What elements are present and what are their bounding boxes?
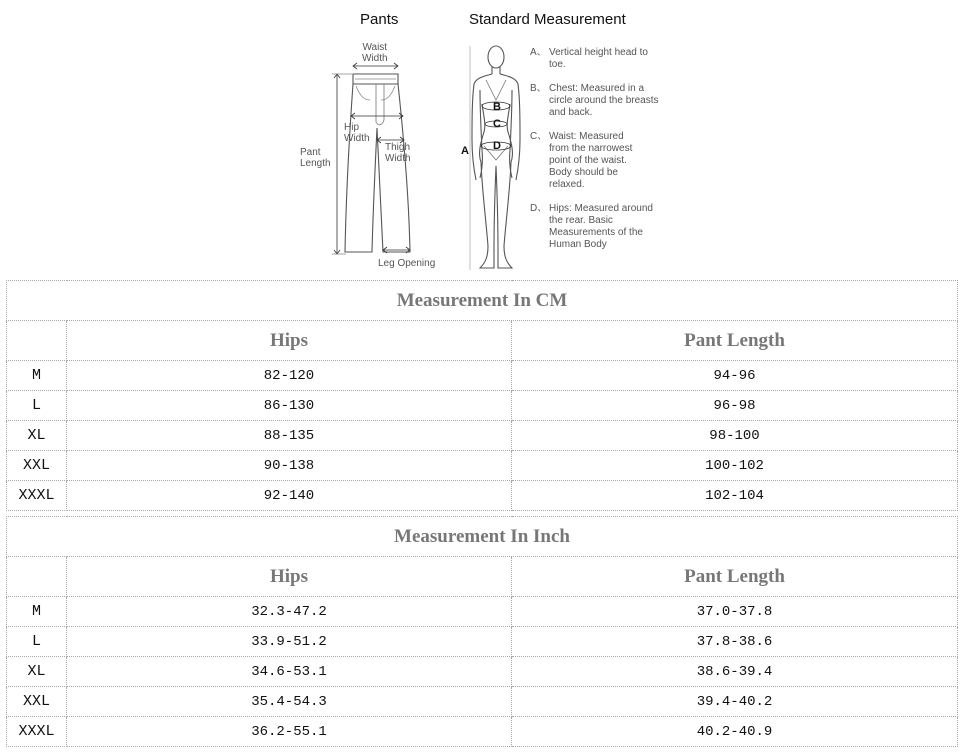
hip-width-label: Hip Width [344,122,370,144]
size-table-cm [6,280,958,511]
hips-cell: 86-130 [67,391,512,421]
table-row [7,657,958,687]
hips-cell: 33.9-51.2 [67,627,512,657]
measurement-drawing [0,0,962,278]
table-header-row [7,321,958,361]
definition-c: C、 Waist: Measured from the narrowest point of the waist. Body should be relaxed. [530,131,633,190]
size-table-inch [6,516,958,747]
hips-cell: 36.2-55.1 [67,717,512,747]
size-cell: XXL [7,687,67,717]
size-cell: XL [7,421,67,451]
pant-length-cell: 39.4-40.2 [512,687,958,717]
table-row [7,597,958,627]
letter-c: C [493,118,501,130]
pant-length-cell: 98-100 [512,421,958,451]
table-title: Measurement In Inch [7,517,958,557]
size-cell: XL [7,657,67,687]
letter-d: D [493,140,501,152]
table-row [7,627,958,657]
size-cell: L [7,391,67,421]
pant-length-cell: 38.6-39.4 [512,657,958,687]
thigh-width-label: Thigh Width [385,142,411,164]
table-header-row [7,557,958,597]
waist-width-label: Waist Width [362,42,388,64]
pant-length-cell: 37.8-38.6 [512,627,958,657]
table-row [7,361,958,391]
definition-a: A、 Vertical height head to toe. [530,47,648,70]
table-title-row [7,517,958,557]
table-row [7,717,958,747]
table-row [7,391,958,421]
size-cell: XXXL [7,717,67,747]
size-header [7,557,67,597]
size-cell: M [7,597,67,627]
definition-b: B、 Chest: Measured in a circle around the breasts and back. [530,83,659,118]
hips-cell: 92-140 [67,481,512,511]
pant-length-label: Pant Length [300,147,331,169]
hips-cell: 90-138 [67,451,512,481]
letter-a: A [461,145,469,157]
hips-cell: 35.4-54.3 [67,687,512,717]
pant-length-cell: 100-102 [512,451,958,481]
hips-header: Hips [67,557,512,597]
leg-opening-label: Leg Opening [378,258,436,269]
table-row [7,451,958,481]
measurement-illustration [0,0,962,278]
hips-header: Hips [67,321,512,361]
table-title-row [7,281,958,321]
pant-length-cell: 102-104 [512,481,958,511]
hips-cell: 82-120 [67,361,512,391]
size-cell: L [7,627,67,657]
pant-length-cell: 96-98 [512,391,958,421]
definition-d: D、 Hips: Measured around the rear. Basic Measurements of the Human Body [530,203,653,250]
size-cell: XXL [7,451,67,481]
letter-b: B [493,101,501,113]
standard-measurement-title: Standard Measurement [469,11,626,28]
table-row [7,481,958,511]
pants-title: Pants [360,11,399,28]
pant-length-cell: 37.0-37.8 [512,597,958,627]
table-row [7,687,958,717]
pant-length-cell: 40.2-40.9 [512,717,958,747]
size-cell: XXXL [7,481,67,511]
hips-cell: 34.6-53.1 [67,657,512,687]
size-cell: M [7,361,67,391]
pant-length-cell: 94-96 [512,361,958,391]
table-row [7,421,958,451]
pant-length-header: Pant Length [512,321,958,361]
body-figure-icon [472,46,520,268]
table-title: Measurement In CM [7,281,958,321]
pant-length-header: Pant Length [512,557,958,597]
size-header [7,321,67,361]
hips-cell: 32.3-47.2 [67,597,512,627]
hips-cell: 88-135 [67,421,512,451]
